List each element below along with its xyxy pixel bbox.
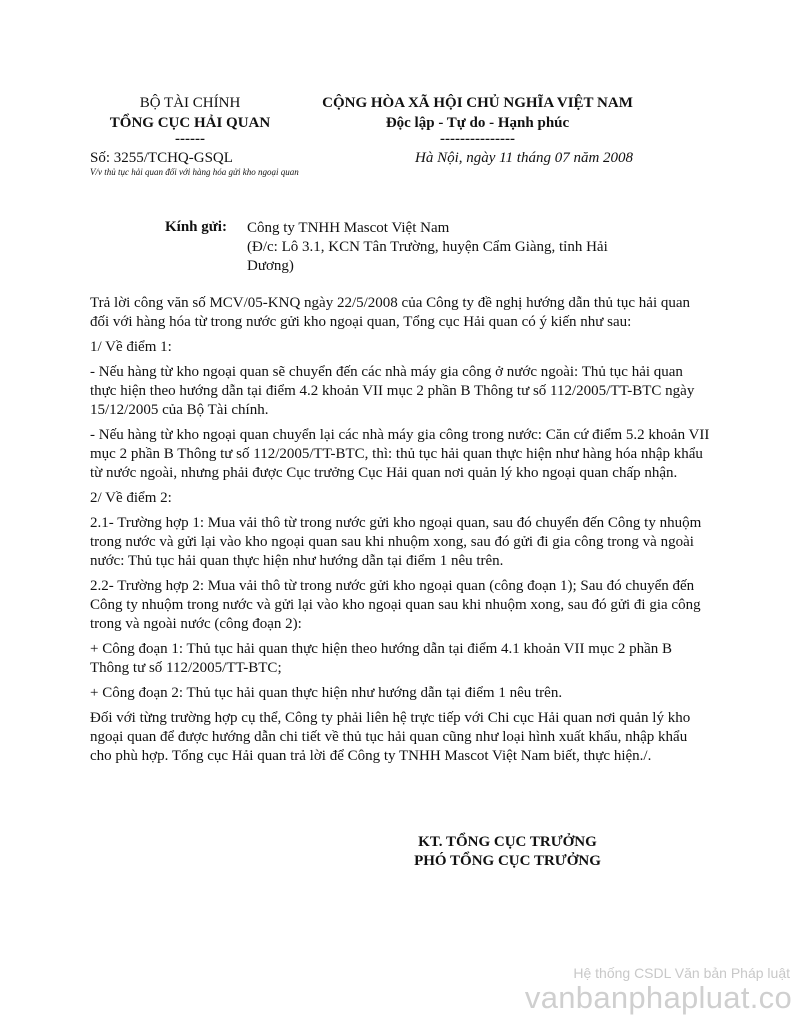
document-body [90,294,710,772]
issue-date: Hà Nội, ngày 11 tháng 07 năm 2008 [415,150,634,166]
signature-subtitle: PHÓ TỔNG CỤC TRƯỞNG [414,853,601,869]
country-name: CỘNG HÒA XÃ HỘI CHỦ NGHĨA VIỆT NAM [322,95,633,111]
watermark-site: vanbanphapluat.co [524,980,792,1015]
document-subject: V/v thủ tục hải quan đối với hàng hóa gửi kho ngoại quan [90,167,299,177]
body-paragraph: 2.2- Trường hợp 2: Mua vải thô từ trong nước gửi kho ngoại quan (công đoạn 1); Sau đó chuyển đến Công ty nhuộm trong nước và gửi lại vào kho ngoại quan sau khi nhuộm xong, sau đó gửi đi gia công trong và ngoài nước (công đoạn 2): [90,578,701,632]
body-paragraph: 1/ Về điểm 1: [90,339,172,355]
national-motto: Độc lập - Tự do - Hạnh phúc [385,115,570,131]
motto-divider: --------------- [440,131,515,147]
issuer-block [90,93,290,145]
signature-title: KT. TỔNG CỤC TRƯỞNG [418,834,597,850]
body-paragraph: - Nếu hàng từ kho ngoại quan chuyển lại các nhà máy gia công trong nước: Căn cứ điểm 5.2 khoản VII mục 2 phần B Thông tư số 112/2005/TT-BTC, thì: thủ tục hải quan thực hiện như hàng hóa nhập khẩu từ nước ngoài, nhưng phải được Cục trưởng Cục Hải quan nơi quản lý kho ngoại quan chấp nhận. [90,427,710,481]
recipient-block [247,219,647,276]
body-paragraph: Trả lời công văn số MCV/05-KNQ ngày 22/5/2008 của Công ty đề nghị hướng dẫn thủ tục hải quan đối với hàng hóa từ trong nước gửi kho ngoại quan, Tổng cục Hải quan có ý kiến như sau: [90,295,691,330]
ministry-name: BỘ TÀI CHÍNH [139,95,241,111]
body-paragraph: 2.1- Trường hợp 1: Mua vải thô từ trong nước gửi kho ngoại quan, sau đó chuyển đến Công ty nhuộm trong nước và gửi lại vào kho ngoại quan sau khi nhuộm xong, sau đó gửi đi gia công trong và ngoài nước: Thủ tục hải quan thực hiện như hướng dẫn tại điểm 1 nêu trên. [90,515,702,569]
issuer-divider: ------ [175,131,205,147]
recipient-label: Kính gửi: [165,219,227,235]
body-paragraph: 2/ Về điểm 2: [90,490,172,506]
national-heading [300,93,655,145]
signature-block [395,833,620,871]
body-paragraph: + Công đoạn 2: Thủ tục hải quan thực hiện như hướng dẫn tại điểm 1 nêu trên. [90,685,563,701]
body-paragraph: - Nếu hàng từ kho ngoại quan sẽ chuyển đến các nhà máy gia công ở nước ngoài: Thủ tục hải quan thực hiện theo hướng dẫn tại điểm 4.2 khoản VII mục 2 phần B Thông tư số 112/2005/TT-BTC ngày 15/12/2005 của Bộ Tài chính. [90,364,695,418]
body-paragraph: Đối với từng trường hợp cụ thể, Công ty phải liên hệ trực tiếp với Chi cục Hải quan nơi quản lý kho ngoại quan để được hướng dẫn chi tiết về thủ tục hải quan cũng như loại hình xuất khẩu, nhập khẩu cho phù hợp. Tổng cục Hải quan trả lời để Công ty TNHH Mascot Việt Nam biết, thực hiện./. [90,710,691,764]
department-name: TỔNG CỤC HẢI QUAN [109,115,271,131]
document-number: Số: 3255/TCHQ-GSQL [90,150,233,166]
recipient-name: Công ty TNHH Mascot Việt Nam [247,220,450,236]
body-paragraph: + Công đoạn 1: Thủ tục hải quan thực hiện theo hướng dẫn tại điểm 4.1 khoản VII mục 2 phần B Thông tư số 112/2005/TT-BTC; [90,641,672,676]
watermark-caption: Hệ thống CSDL Văn bản Pháp luật [573,965,790,981]
recipient-address: (Đ/c: Lô 3.1, KCN Tân Trường, huyện Cẩm Giàng, tỉnh Hải Dương) [247,239,608,274]
